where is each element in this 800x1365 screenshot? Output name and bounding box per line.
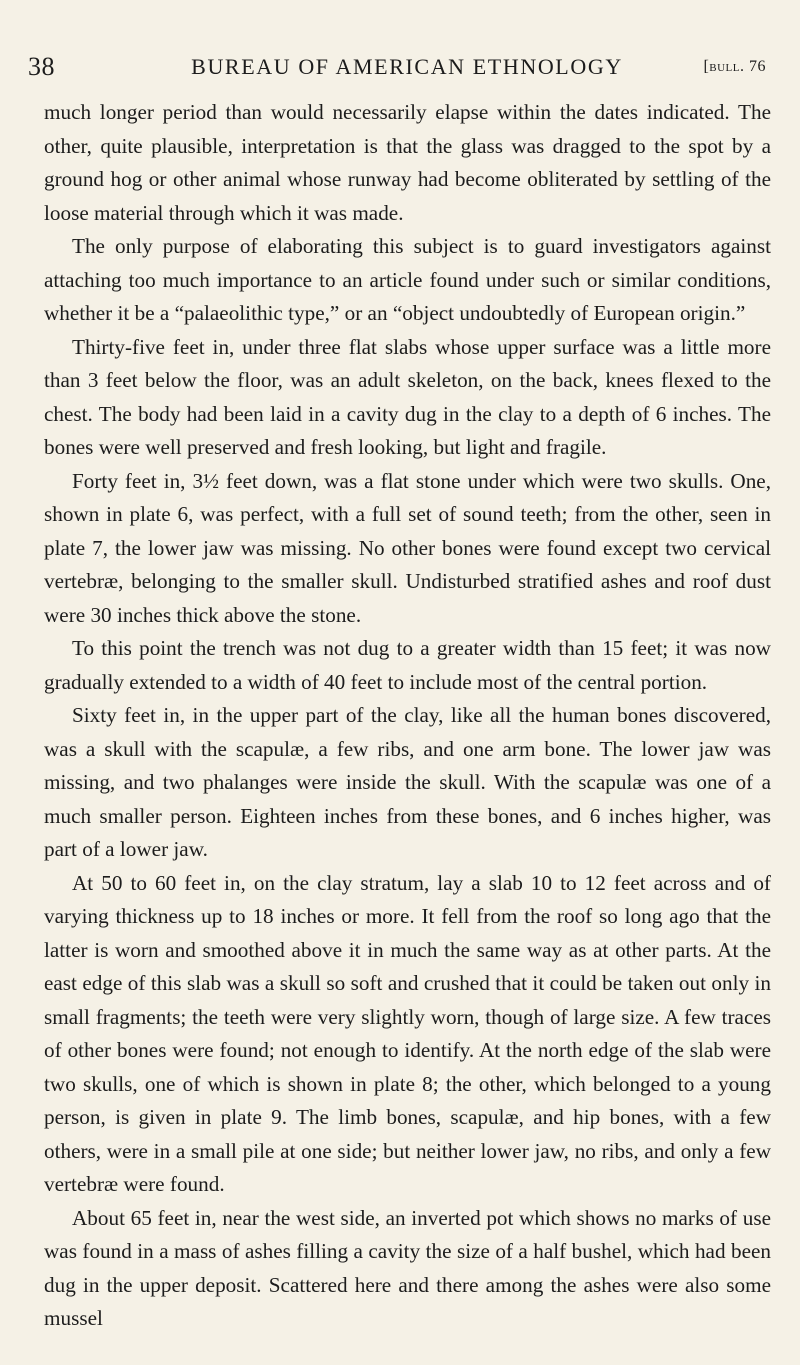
page-number: 38 (28, 52, 55, 81)
body-text (44, 96, 771, 1336)
page-header (28, 52, 766, 82)
paragraph: Forty feet in, 3½ feet down, was a flat stone under which were two skulls. One, shown in plate 6, was perfect, with a full set of sound teeth; from the other, seen in plate 7, the lower jaw was missing. No other bones were found except two cervical vertebræ, belonging to the smaller skull. Undisturbed stratified ashes and roof dust were 30 inches thick above the stone. (44, 468, 771, 627)
paragraph: About 65 feet in, near the west side, an inverted pot which shows no marks of use was found in a mass of ashes filling a cavity the size of a half bushel, which had been dug in the upper deposit. Scattered here and there among the ashes were also some mussel (44, 1205, 771, 1330)
paragraph: Thirty-five feet in, under three flat slabs whose upper surface was a little more than 3 feet below the floor, was an adult skeleton, on the back, knees flexed to the chest. The body had been laid in a cavity dug in the clay to a depth of 6 inches. The bones were well preserved and fresh looking, but light and fragile. (44, 334, 771, 459)
paragraph: The only purpose of elaborating this subject is to guard investigators against attaching too much importance to an article found under such or similar conditions, whether it be a “palaeolithic type,” or an “object undoubtedly of European origin.” (44, 234, 771, 325)
running-head: BUREAU OF AMERICAN ETHNOLOGY (191, 54, 623, 79)
paragraph: Sixty feet in, in the upper part of the clay, like all the human bones discovered, was a skull with the scapulæ, a few ribs, and one arm bone. The lower jaw was missing, and two phalanges were inside the skull. With the scapulæ was one of a much smaller person. Eighteen inches from these bones, and 6 inches higher, was part of a lower jaw. (44, 703, 771, 861)
paragraph: At 50 to 60 feet in, on the clay stratum, lay a slab 10 to 12 feet across and of varying thickness up to 18 inches or more. It fell from the roof so long ago that the latter is worn and smoothed above it in much the same way as at other parts. At the east edge of this slab was a skull so soft and crushed that it could be taken out only in small fragments; the teeth were very slightly worn, though of large size. A few traces of other bones were found; not enough to identify. At the north edge of the slab were two skulls, one of which is shown in plate 8; the other, which belonged to a young person, is given in plate 9. The limb bones, scapulæ, and hip bones, with a few others, were in a small pile at one side; but neither lower jaw, no ribs, and only a few vertebræ were found. (44, 870, 771, 1196)
paragraph-continued: much longer period than would necessarily elapse within the dates indicated. The other, quite plausible, interpretation is that the glass was dragged to the spot by a ground hog or other animal whose runway had become obliterated by settling of the loose material through which it was made. (44, 100, 771, 225)
paragraph: To this point the trench was not dug to a greater width than 15 feet; it was now gradually extended to a width of 40 feet to include most of the central portion. (44, 636, 771, 694)
bulletin-reference: [bull. 76 (703, 58, 766, 75)
